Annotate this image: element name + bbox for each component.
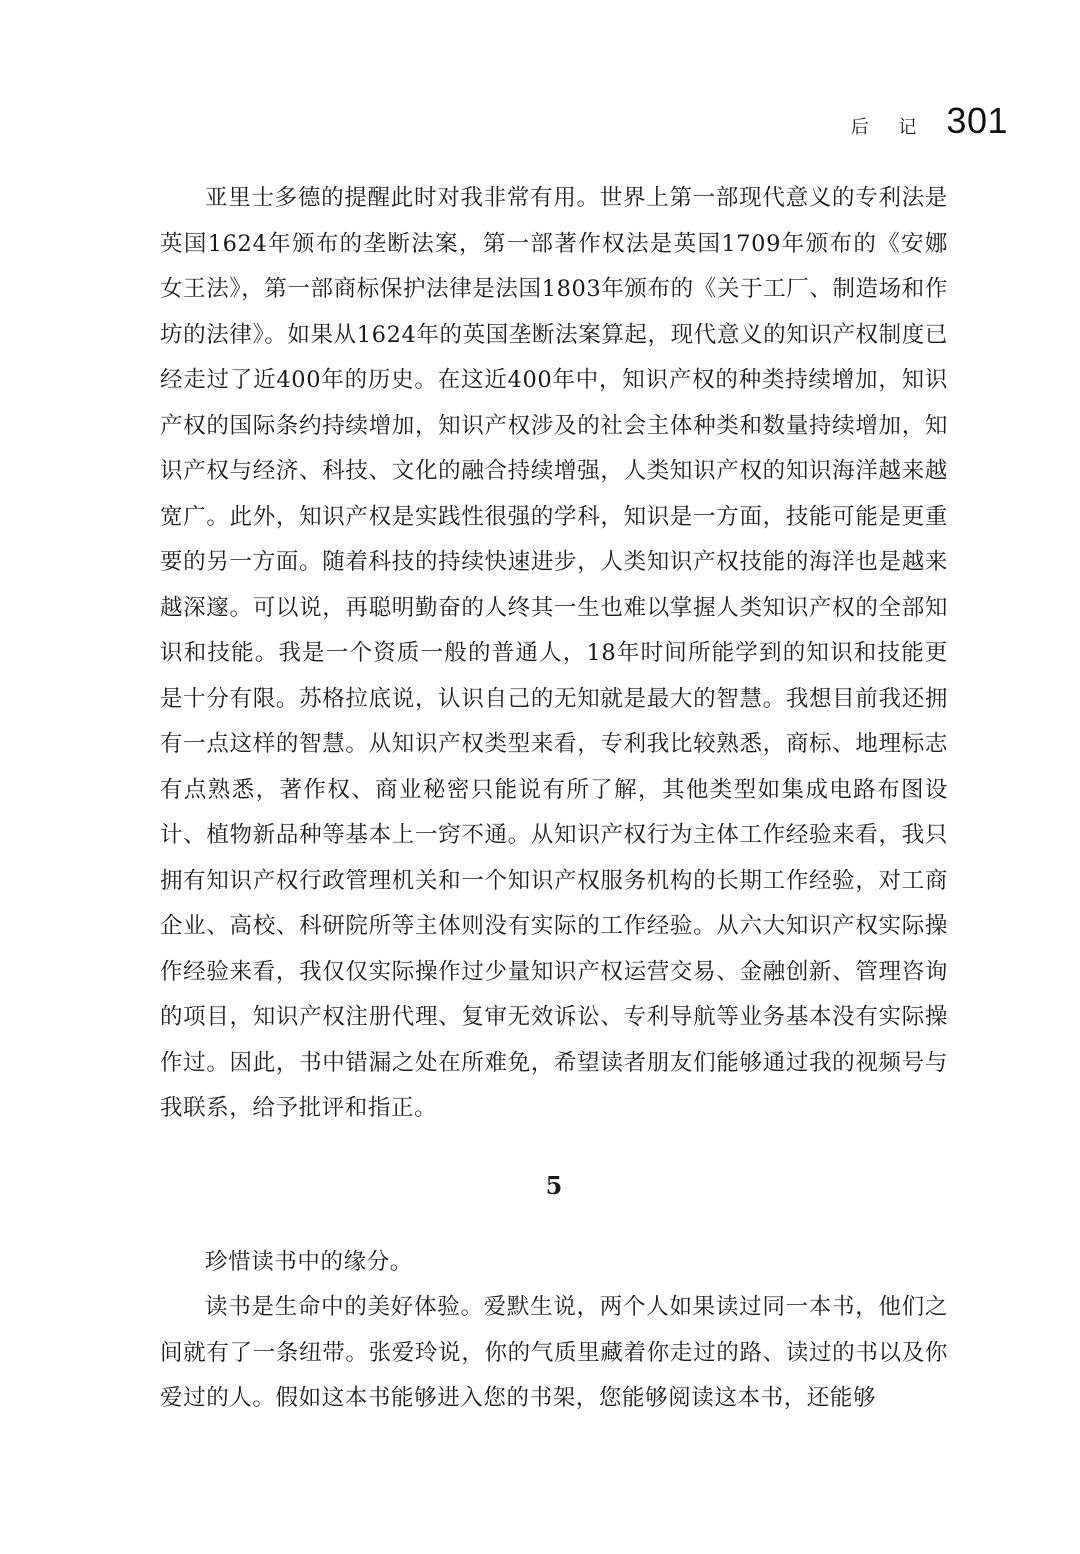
paragraph: 读书是生命中的美好体验。爱默生说，两个人如果读过同一本书，他们之间就有了一条纽带。张爱玲说，你的气质里藏着你走过的路、读过的书以及你爱过的人。假如这本书能够进入您的书架，您能够阅读这本书，还能够 — [160, 1294, 948, 1411]
body-text — [160, 176, 948, 1422]
paragraph: 亚里士多德的提醒此时对我非常有用。世界上第一部现代意义的专利法是英国1624年颁布的垄断法案，第一部著作权法是英国1709年颁布的《安娜女王法》，第一部商标保护法律是法国1803年颁布的《关于工厂、制造场和作坊的法律》。如果从1624年的英国垄断法案算起，现代意义的知识产权制度已经走过了近400年的历史。在这近400年中，知识产权的种类持续增加，知识产权的国际条约持续增加，知识产权涉及的社会主体种类和数量持续增加，知识产权与经济、科技、文化的融合持续增强，人类知识产权的知识海洋越来越宽广。此外，知识产权是实践性很强的学科，知识是一方面，技能可能是更重要的另一方面。随着科技的持续快速进步，人类知识产权技能的海洋也是越来越深邃。可以说，再聪明勤奋的人终其一生也难以掌握人类知识产权的全部知识和技能。我是一个资质一般的普通人，18年时间所能学到的知识和技能更是十分有限。苏格拉底说，认识自己的无知就是最大的智慧。我想目前我还拥有一点这样的智慧。从知识产权类型来看，专利我比较熟悉，商标、地理标志有点熟悉，著作权、商业秘密只能说有所了解，其他类型如集成电路布图设计、植物新品种等基本上一窍不通。从知识产权行为主体工作经验来看，我只拥有知识产权行政管理机关和一个知识产权服务机构的长期工作经验，对工商企业、高校、科研院所等主体则没有实际的工作经验。从六大知识产权实际操作经验来看，我仅仅实际操作过少量知识产权运营交易、金融创新、管理咨询的项目，知识产权注册代理、复审无效诉讼、专利导航等业务基本没有实际操作过。因此，书中错漏之处在所难免，希望读者朋友们能够通过我的视频号与我联系，给予批评和指正。 — [160, 185, 948, 1121]
section-gap — [160, 1218, 948, 1240]
running-head: 后 记 — [850, 117, 929, 138]
page-number: 301 — [946, 100, 1008, 141]
paragraph: 珍惜读书中的缘分。 — [205, 1248, 413, 1275]
page-header — [851, 100, 1008, 142]
section-number: 5 — [545, 1170, 563, 1200]
section-gap — [160, 1132, 948, 1154]
